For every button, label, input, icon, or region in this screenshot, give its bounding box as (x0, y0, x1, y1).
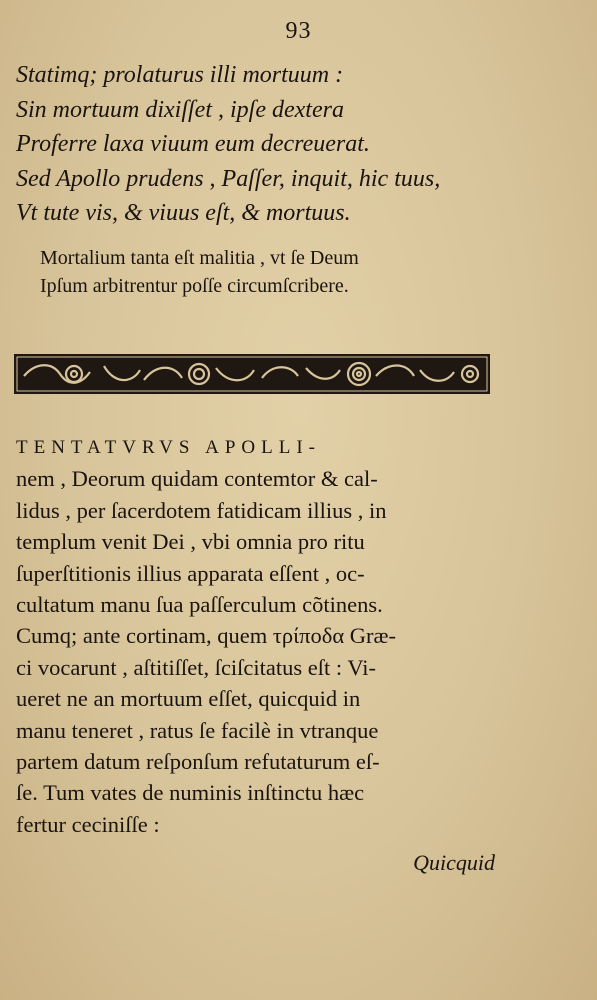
epigram-line: Mortalium tanta eſt malitia , vt ſe Deum (40, 247, 359, 269)
prose-line: templum venit Dei , vbi omnia pro ritu (16, 529, 365, 555)
page-number: 93 (285, 18, 312, 44)
verse-line: Sed Apollo prudens , Paſſer, inquit, hic tuus, (16, 165, 441, 192)
epigram-line: Ipſum arbitrentur poſſe circumſcribere. (40, 275, 349, 297)
prose-line: partem datum reſponſum refutaturum eſ- (16, 749, 380, 775)
prose-line: cultatum manu ſua paſſerculum cõtinens. (16, 592, 383, 618)
epigram-block (40, 244, 580, 300)
prose-line: fertur ceciniſſe : (16, 811, 160, 837)
verse-line: Proferre laxa viuum eum decreuerat. (16, 131, 370, 157)
prose-line: Cumq; ante cortinam, quem τρίποδα Græ- (16, 623, 397, 649)
verse-line: Sin mortuum dixiſſet , ipſe dextera (16, 96, 344, 123)
prose-line: manu teneret , ratus ſe facilè in vtranque (16, 717, 379, 743)
verse-block (16, 58, 586, 231)
prose-line: ſe. Tum vates de numinis inſtinctu hæc (16, 780, 365, 806)
prose-line: ci vocarunt , aſtitiſſet, ſciſcitatus eſt : Vi- (16, 654, 377, 680)
prose-line: ſuperſtitionis illius apparata eſſent , oc- (16, 560, 365, 586)
verse-line: Vt tute vis, & viuus eſt, & mortuus. (16, 200, 351, 226)
prose-line: TENTATVRVS APOLLI- (16, 437, 321, 458)
catchword: Quicquid (413, 850, 495, 875)
prose-line: ueret ne an mortuum eſſet, quicquid in (16, 686, 361, 712)
prose-line: nem , Deorum quidam contemtor & cal- (16, 466, 378, 492)
prose-block (16, 432, 494, 840)
decorative-headpiece-ornament (14, 354, 490, 394)
prose-line: lidus , per ſacerdotem fatidicam illius , in (16, 497, 387, 523)
verse-line: Statimq; prolaturus illi mortuum : (16, 62, 344, 88)
